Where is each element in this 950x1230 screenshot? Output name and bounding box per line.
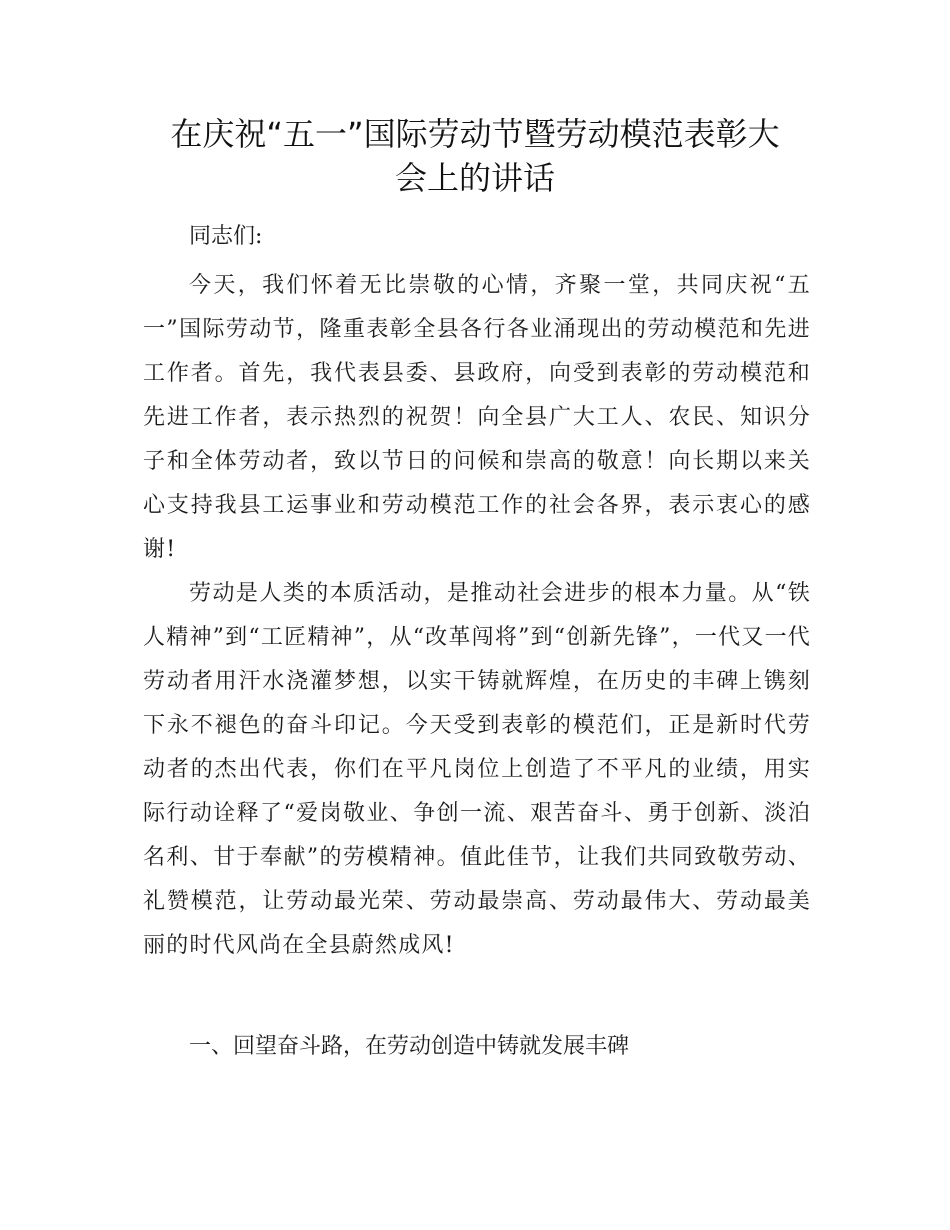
salutation: 同志们:	[189, 224, 263, 249]
title-line-2: 会上的讲话	[394, 159, 555, 197]
paragraph-labor: 劳动是人类的本质活动，是推动社会进步的根本力量。从“铁人精神”到“工匠精神”，从“改革闯将”到“创新先锋”，一代又一代劳动者用汗水浇灌梦想，以实干铸就辉煌，在历史的丰碑上镌刻下永不褪色的奋斗印记。今天受到表彰的模范们，正是新时代劳动者的杰出代表，你们在平凡岗位上创造了不平凡的业绩，用实际行动诠释了“爱岗敬业、争创一流、艰苦奋斗、勇于创新、淡泊名利、甘于奉献”的劳模精神。值此佳节，让我们共同致敬劳动、礼赞模范，让劳动最光荣、劳动最崇高、劳动最伟大、劳动最美丽的时代风尚在全县蔚然成风!	[143, 581, 811, 958]
section-heading: 一、回望奋斗路，在劳动创造中铸就发展丰碑	[189, 1034, 630, 1059]
title-line-1: 在庆祝“五一”国际劳动节暨劳动模范表彰大	[170, 115, 780, 153]
paragraph-opening: 今天，我们怀着无比崇敬的心情，齐聚一堂，共同庆祝“五一”国际劳动节，隆重表彰全县各行各业涌现出的劳动模范和先进工作者。首先，我代表县委、县政府，向受到表彰的劳动模范和先进工作者，表示热烈的祝贺！向全县广大工人、农民、知识分子和全体劳动者，致以节日的问候和崇高的敬意！向长期以来关心支持我县工运事业和劳动模范工作的社会各界，表示衷心的感谢!	[143, 273, 811, 562]
document-title	[120, 112, 830, 200]
